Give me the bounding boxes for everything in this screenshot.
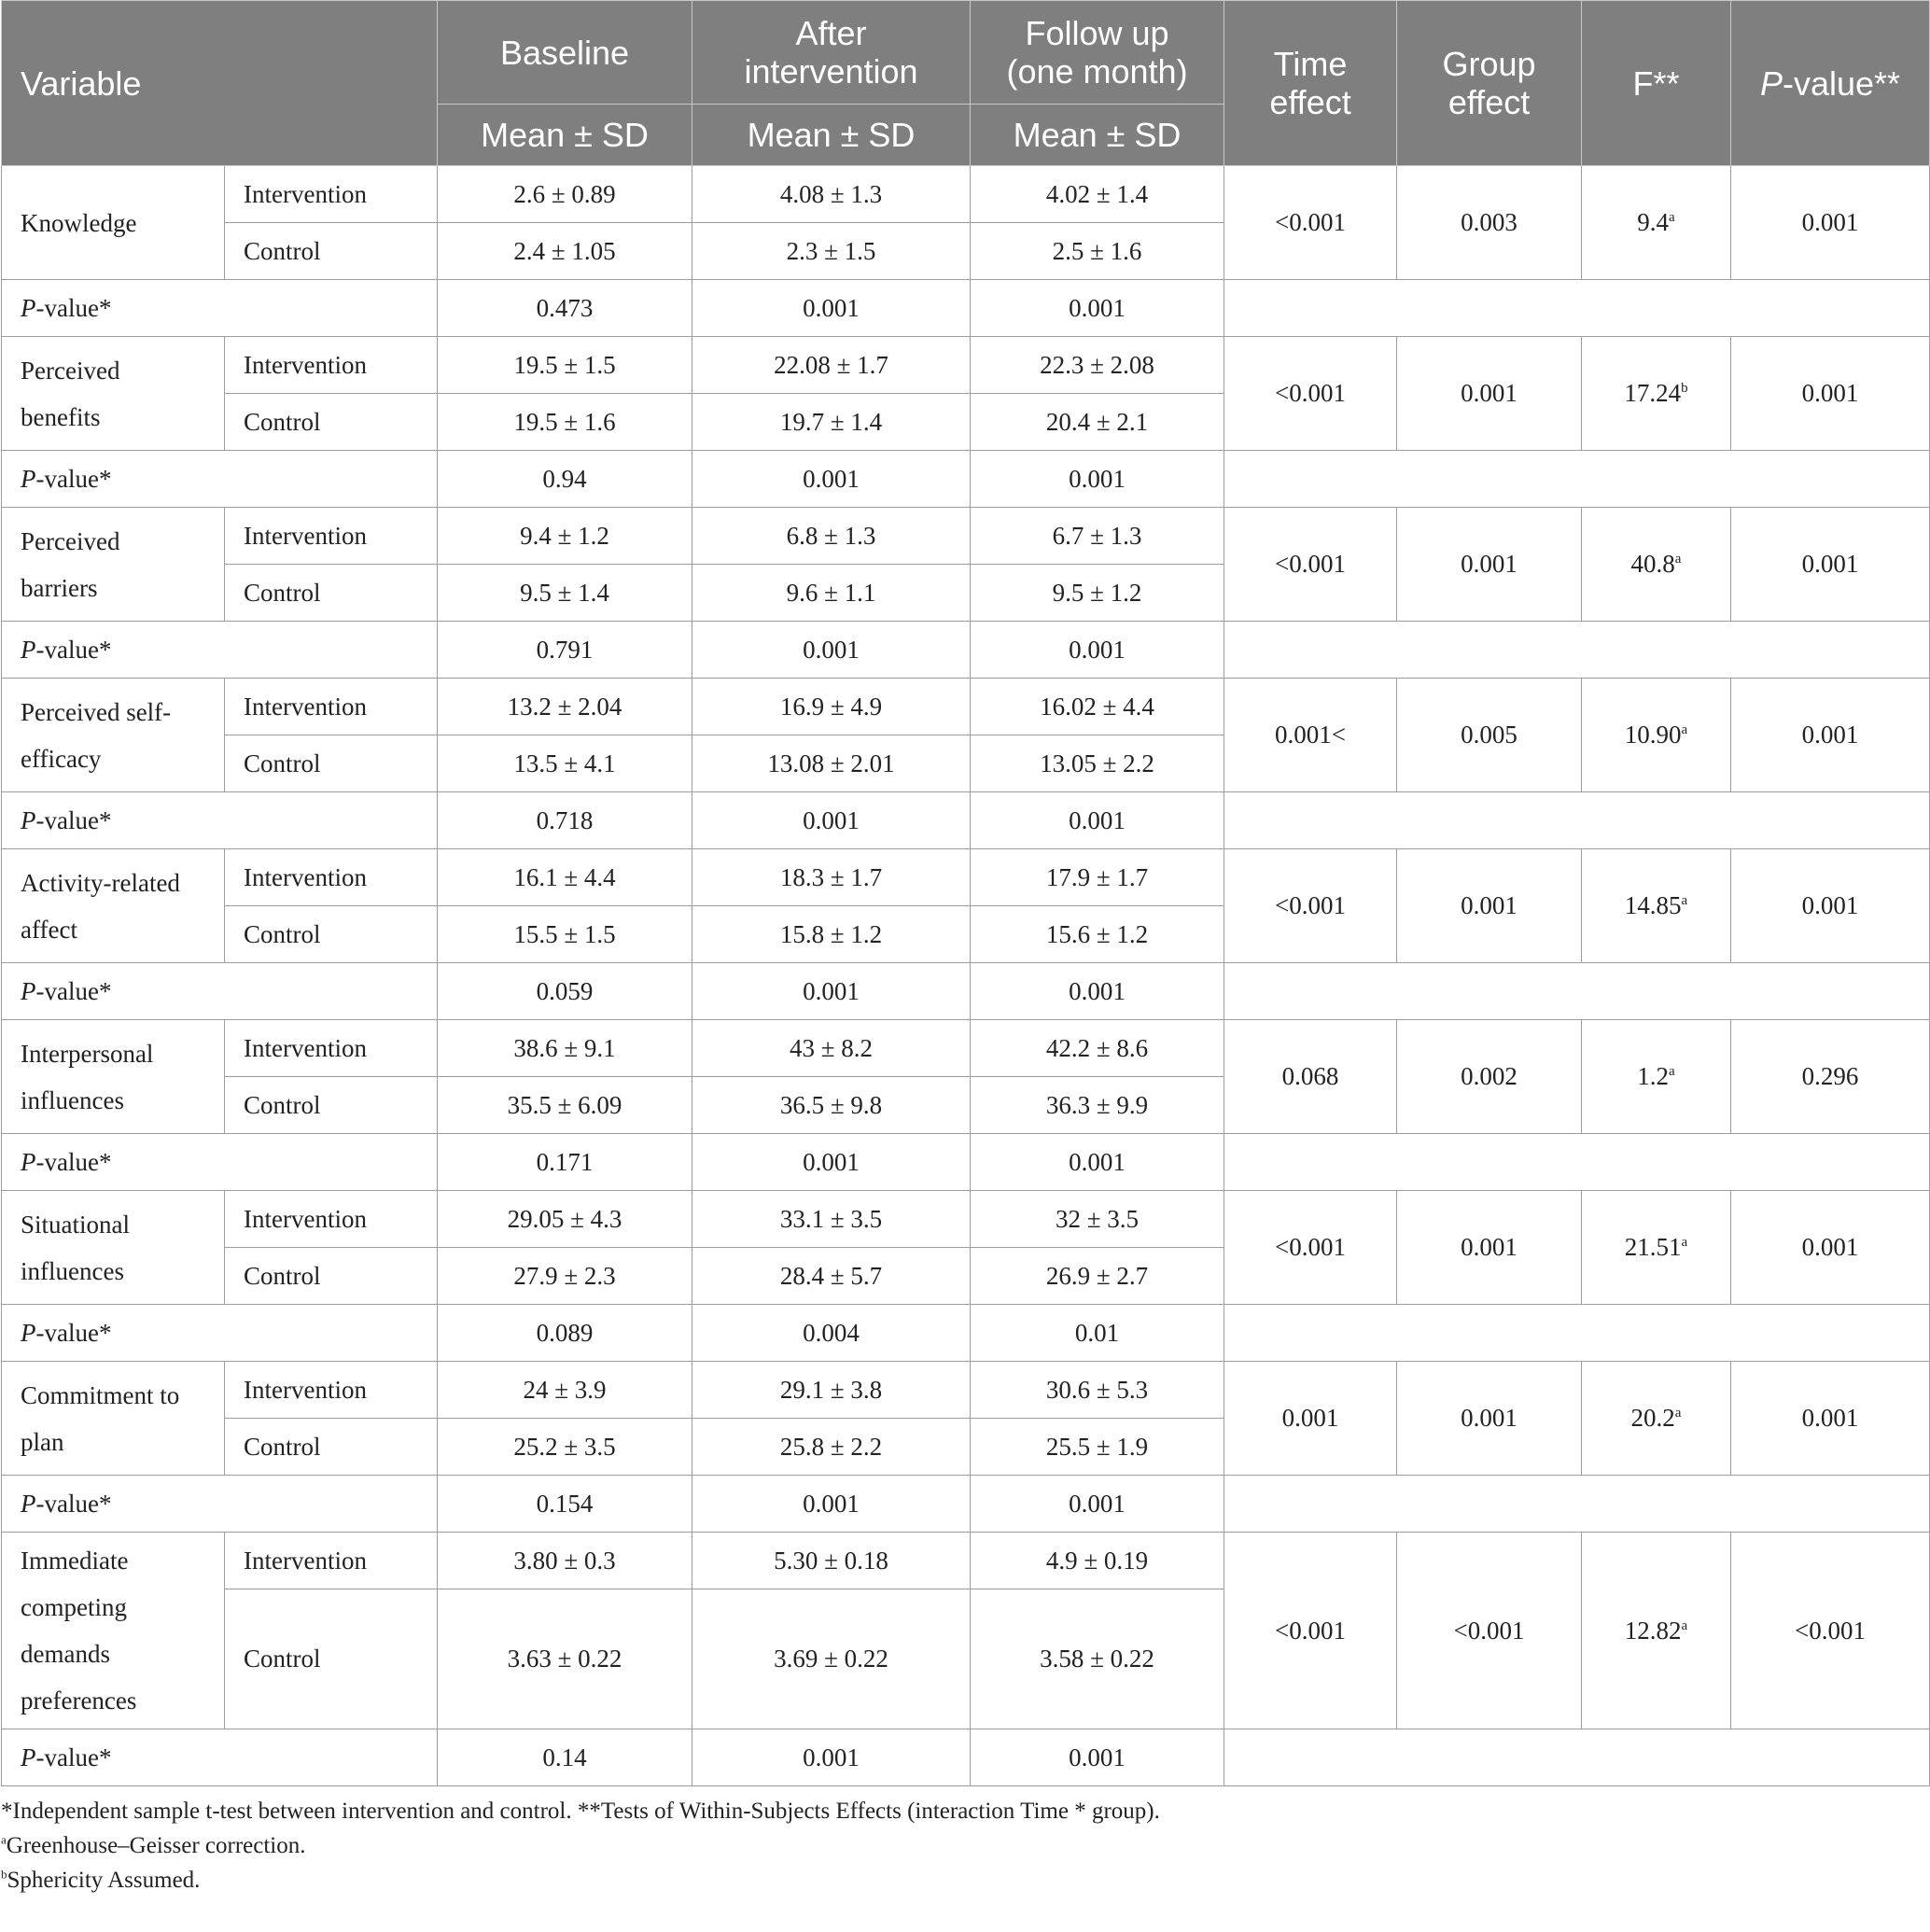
p-value: 0.001 <box>692 451 971 508</box>
group-intervention: Intervention <box>225 1533 438 1589</box>
f-value <box>1582 679 1731 792</box>
control-value: 15.8 ± 1.2 <box>692 906 971 963</box>
intervention-value: 5.30 ± 0.18 <box>692 1533 971 1589</box>
variable-name-line: Commitment to <box>21 1380 180 1409</box>
p-value: 0.94 <box>438 451 692 508</box>
p-value: 0.059 <box>438 963 692 1020</box>
empty-cell <box>1224 963 1930 1020</box>
header-time-line2: effect <box>1269 83 1351 121</box>
f-number: 21.51 <box>1624 1233 1682 1261</box>
control-value: 36.3 ± 9.9 <box>971 1077 1224 1134</box>
header-group-effect <box>1397 1 1582 166</box>
interaction-p-value: 0.001 <box>1731 679 1930 792</box>
p-italic: P <box>21 1318 36 1347</box>
f-superscript: b <box>1681 381 1688 396</box>
variable-name <box>2 1020 225 1134</box>
p-italic: P <box>21 1147 36 1176</box>
group-control: Control <box>225 223 438 280</box>
table-row <box>2 1020 1930 1077</box>
p-rest: -value* <box>35 293 112 322</box>
variable-name <box>2 1191 225 1305</box>
intervention-value: 18.3 ± 1.7 <box>692 849 971 906</box>
variable-name <box>2 679 225 792</box>
p-value: 0.001 <box>692 280 971 337</box>
header-time-line1: Time <box>1273 45 1348 83</box>
control-value: 13.05 ± 2.2 <box>971 735 1224 792</box>
p-value: 0.14 <box>438 1729 692 1786</box>
group-effect: 0.001 <box>1397 849 1582 963</box>
p-value-label <box>2 1729 438 1786</box>
intervention-value: 24 ± 3.9 <box>438 1362 692 1419</box>
p-italic: P <box>21 635 36 664</box>
intervention-value: 17.9 ± 1.7 <box>971 849 1224 906</box>
group-intervention: Intervention <box>225 1191 438 1248</box>
group-control: Control <box>225 394 438 451</box>
intervention-value: 43 ± 8.2 <box>692 1020 971 1077</box>
empty-cell <box>1224 1476 1930 1533</box>
table-row <box>2 679 1930 735</box>
variable-name <box>2 849 225 963</box>
control-value: 25.2 ± 3.5 <box>438 1419 692 1476</box>
intervention-value: 3.80 ± 0.3 <box>438 1533 692 1589</box>
table-row-pvalue <box>2 622 1930 679</box>
time-effect: 0.068 <box>1224 1020 1397 1134</box>
header-after-intervention <box>692 1 971 105</box>
table-row-pvalue <box>2 1134 1930 1191</box>
variable-name-line: benefits <box>21 402 101 431</box>
time-effect: 0.001 <box>1224 1362 1397 1476</box>
header-group-line2: effect <box>1448 83 1531 121</box>
variable-name-line: demands <box>21 1640 110 1668</box>
p-value-label <box>2 1134 438 1191</box>
table-row-pvalue <box>2 451 1930 508</box>
variable-name-line: plan <box>21 1427 64 1456</box>
interaction-p-value: 0.001 <box>1731 1191 1930 1305</box>
intervention-value: 6.7 ± 1.3 <box>971 508 1224 565</box>
table-row <box>2 508 1930 565</box>
group-control: Control <box>225 906 438 963</box>
p-value: 0.01 <box>971 1305 1224 1362</box>
p-value-label <box>2 1305 438 1362</box>
intervention-value: 22.08 ± 1.7 <box>692 337 971 394</box>
control-value: 9.5 ± 1.2 <box>971 565 1224 622</box>
f-number: 1.2 <box>1637 1062 1670 1090</box>
p-value: 0.001 <box>971 1476 1224 1533</box>
intervention-value: 42.2 ± 8.6 <box>971 1020 1224 1077</box>
footnote-2-text: Greenhouse–Geisser correction. <box>6 1833 306 1858</box>
variable-name-line: Perceived self- <box>21 697 172 726</box>
variable-name <box>2 508 225 622</box>
intervention-value: 22.3 ± 2.08 <box>971 337 1224 394</box>
p-value: 0.001 <box>971 1134 1224 1191</box>
intervention-value: 9.4 ± 1.2 <box>438 508 692 565</box>
p-value: 0.001 <box>692 963 971 1020</box>
table-row <box>2 337 1930 394</box>
p-value: 0.791 <box>438 622 692 679</box>
control-value: 3.69 ± 0.22 <box>692 1589 971 1729</box>
p-rest: -value* <box>35 805 112 834</box>
control-value: 2.3 ± 1.5 <box>692 223 971 280</box>
p-rest: -value* <box>35 976 112 1005</box>
footnote-3-marker: b <box>1 1867 7 1882</box>
table-row-pvalue <box>2 280 1930 337</box>
variable-name <box>2 1533 225 1729</box>
f-superscript: a <box>1669 210 1675 225</box>
time-effect: <0.001 <box>1224 337 1397 451</box>
variable-name-line: Perceived <box>21 356 120 385</box>
table-row-pvalue <box>2 963 1930 1020</box>
control-value: 15.6 ± 1.2 <box>971 906 1224 963</box>
group-intervention: Intervention <box>225 166 438 223</box>
interaction-p-value: 0.296 <box>1731 1020 1930 1134</box>
footnotes <box>1 1794 1930 1897</box>
interaction-p-value: 0.001 <box>1731 166 1930 280</box>
p-italic: P <box>21 464 36 493</box>
header-baseline-label: Baseline <box>499 33 630 72</box>
footnote-3 <box>1 1863 1930 1897</box>
control-value: 13.5 ± 4.1 <box>438 735 692 792</box>
header-after-line2: intervention <box>744 52 918 91</box>
f-value <box>1582 508 1731 622</box>
group-intervention: Intervention <box>225 337 438 394</box>
header-mean-sd-follow <box>971 105 1224 166</box>
intervention-value: 6.8 ± 1.3 <box>692 508 971 565</box>
intervention-value: 33.1 ± 3.5 <box>692 1191 971 1248</box>
mean-sd-label: Mean ± SD <box>1013 116 1182 154</box>
p-value: 0.001 <box>971 1729 1224 1786</box>
control-value: 15.5 ± 1.5 <box>438 906 692 963</box>
interaction-p-value: 0.001 <box>1731 337 1930 451</box>
control-value: 9.5 ± 1.4 <box>438 565 692 622</box>
group-control: Control <box>225 1248 438 1305</box>
group-intervention: Intervention <box>225 1020 438 1077</box>
empty-cell <box>1224 1134 1930 1191</box>
p-value-label <box>2 792 438 849</box>
control-value: 2.4 ± 1.05 <box>438 223 692 280</box>
control-value: 25.5 ± 1.9 <box>971 1419 1224 1476</box>
time-effect: <0.001 <box>1224 166 1397 280</box>
intervention-value: 19.5 ± 1.5 <box>438 337 692 394</box>
header-mean-sd-baseline <box>438 105 692 166</box>
p-value-label <box>2 451 438 508</box>
f-value <box>1582 849 1731 963</box>
control-value: 35.5 ± 6.09 <box>438 1077 692 1134</box>
variable-name-line: Interpersonal <box>21 1039 154 1068</box>
group-control: Control <box>225 735 438 792</box>
p-value-label <box>2 1476 438 1533</box>
variable-name-line: Perceived <box>21 526 120 555</box>
control-value: 19.7 ± 1.4 <box>692 394 971 451</box>
group-effect: 0.005 <box>1397 679 1582 792</box>
intervention-value: 4.9 ± 0.19 <box>971 1533 1224 1589</box>
variable-name-line: affect <box>21 915 77 944</box>
header-after-line1: After <box>795 14 867 52</box>
p-value: 0.001 <box>692 622 971 679</box>
footnote-2 <box>1 1828 1930 1863</box>
control-value: 36.5 ± 9.8 <box>692 1077 971 1134</box>
results-table <box>1 0 1930 1786</box>
intervention-value: 38.6 ± 9.1 <box>438 1020 692 1077</box>
intervention-value: 4.08 ± 1.3 <box>692 166 971 223</box>
p-value: 0.001 <box>971 792 1224 849</box>
p-value-label <box>2 622 438 679</box>
group-control: Control <box>225 1077 438 1134</box>
f-superscript: a <box>1681 1617 1688 1633</box>
footnote-2-marker: a <box>1 1832 7 1847</box>
group-effect: 0.003 <box>1397 166 1582 280</box>
f-value <box>1582 1191 1731 1305</box>
control-value: 27.9 ± 2.3 <box>438 1248 692 1305</box>
f-superscript: a <box>1681 1235 1688 1250</box>
f-value <box>1582 337 1731 451</box>
p-value: 0.171 <box>438 1134 692 1191</box>
f-value <box>1582 1020 1731 1134</box>
f-number: 10.90 <box>1624 721 1682 749</box>
time-effect: <0.001 <box>1224 508 1397 622</box>
p-italic: P <box>21 805 36 834</box>
header-p-rest: -value** <box>1782 63 1901 103</box>
group-effect: 0.001 <box>1397 508 1582 622</box>
footnote-3-text: Sphericity Assumed. <box>7 1868 201 1893</box>
intervention-value: 29.05 ± 4.3 <box>438 1191 692 1248</box>
group-effect: 0.001 <box>1397 337 1582 451</box>
variable-name-line: Situational <box>21 1210 130 1239</box>
p-value: 0.001 <box>692 792 971 849</box>
intervention-value: 16.9 ± 4.9 <box>692 679 971 735</box>
f-number: 14.85 <box>1624 891 1682 919</box>
interaction-p-value: <0.001 <box>1731 1533 1930 1729</box>
empty-cell <box>1224 1305 1930 1362</box>
p-italic: P <box>21 976 36 1005</box>
table-body <box>2 166 1930 1786</box>
control-value: 9.6 ± 1.1 <box>692 565 971 622</box>
p-value-label <box>2 963 438 1020</box>
header-baseline <box>438 1 692 105</box>
empty-cell <box>1224 792 1930 849</box>
group-effect: 0.002 <box>1397 1020 1582 1134</box>
variable-name-line: Activity-related <box>21 868 180 897</box>
control-value: 3.58 ± 0.22 <box>971 1589 1224 1729</box>
p-value: 0.001 <box>971 963 1224 1020</box>
header-variable <box>2 1 438 166</box>
group-intervention: Intervention <box>225 679 438 735</box>
control-value: 13.08 ± 2.01 <box>692 735 971 792</box>
table-row-pvalue <box>2 1729 1930 1786</box>
empty-cell <box>1224 622 1930 679</box>
header-time-effect <box>1224 1 1397 166</box>
f-value <box>1582 166 1731 280</box>
mean-sd-label: Mean ± SD <box>747 116 916 154</box>
empty-cell <box>1224 451 1930 508</box>
p-rest: -value* <box>35 464 112 493</box>
header-p-value <box>1731 1 1930 166</box>
p-value: 0.154 <box>438 1476 692 1533</box>
p-value: 0.089 <box>438 1305 692 1362</box>
interaction-p-value: 0.001 <box>1731 1362 1930 1476</box>
table-row <box>2 166 1930 223</box>
f-superscript: a <box>1681 893 1688 908</box>
f-number: 9.4 <box>1637 208 1670 236</box>
p-value: 0.001 <box>692 1134 971 1191</box>
group-effect: 0.001 <box>1397 1362 1582 1476</box>
f-superscript: a <box>1674 552 1682 567</box>
variable-name-line: preferences <box>21 1687 137 1715</box>
group-intervention: Intervention <box>225 1362 438 1419</box>
footnote-1: *Independent sample t-test between intervention and control. **Tests of Within-Subjects Effects (interaction Time * group). <box>1 1799 1160 1824</box>
p-rest: -value* <box>35 1743 112 1771</box>
variable-name <box>2 166 225 280</box>
table-row-pvalue <box>2 1476 1930 1533</box>
header-group-line1: Group <box>1442 45 1536 83</box>
interaction-p-value: 0.001 <box>1731 849 1930 963</box>
interaction-p-value: 0.001 <box>1731 508 1930 622</box>
table-header <box>2 1 1930 166</box>
time-effect: <0.001 <box>1224 1191 1397 1305</box>
group-effect: 0.001 <box>1397 1191 1582 1305</box>
table-row <box>2 849 1930 906</box>
intervention-value: 13.2 ± 2.04 <box>438 679 692 735</box>
variable-name <box>2 1362 225 1476</box>
table-row-pvalue <box>2 792 1930 849</box>
p-rest: -value* <box>35 635 112 664</box>
p-value: 0.473 <box>438 280 692 337</box>
p-value: 0.001 <box>692 1476 971 1533</box>
intervention-value: 32 ± 3.5 <box>971 1191 1224 1248</box>
group-intervention: Intervention <box>225 849 438 906</box>
header-f <box>1582 1 1731 166</box>
p-value: 0.001 <box>692 1729 971 1786</box>
variable-name-line: influences <box>21 1085 124 1114</box>
control-value: 19.5 ± 1.6 <box>438 394 692 451</box>
f-superscript: a <box>1681 722 1688 737</box>
group-control: Control <box>225 1589 438 1729</box>
intervention-value: 29.1 ± 3.8 <box>692 1362 971 1419</box>
time-effect: 0.001< <box>1224 679 1397 792</box>
time-effect: <0.001 <box>1224 849 1397 963</box>
f-superscript: a <box>1674 1406 1682 1421</box>
p-value: 0.001 <box>971 451 1224 508</box>
group-effect: <0.001 <box>1397 1533 1582 1729</box>
table-row <box>2 1533 1930 1589</box>
control-value: 2.5 ± 1.6 <box>971 223 1224 280</box>
f-number: 40.8 <box>1630 550 1675 578</box>
header-mean-sd-after <box>692 105 971 166</box>
header-follow-up <box>971 1 1224 105</box>
empty-cell <box>1224 280 1930 337</box>
p-italic: P <box>21 293 36 322</box>
control-value: 3.63 ± 0.22 <box>438 1589 692 1729</box>
p-value-label <box>2 280 438 337</box>
p-value: 0.001 <box>971 280 1224 337</box>
f-value <box>1582 1362 1731 1476</box>
p-value: 0.004 <box>692 1305 971 1362</box>
group-control: Control <box>225 565 438 622</box>
header-p-italic: P <box>1759 63 1783 103</box>
variable-name-line: Knowledge <box>21 208 137 237</box>
f-number: 12.82 <box>1624 1616 1682 1645</box>
header-variable-label: Variable <box>21 63 142 103</box>
f-superscript: a <box>1669 1064 1675 1079</box>
variable-name-line: influences <box>21 1256 124 1285</box>
p-value: 0.001 <box>971 622 1224 679</box>
header-f-label: F** <box>1632 63 1680 103</box>
intervention-value: 4.02 ± 1.4 <box>971 166 1224 223</box>
control-value: 26.9 ± 2.7 <box>971 1248 1224 1305</box>
variable-name <box>2 337 225 451</box>
mean-sd-label: Mean ± SD <box>481 116 649 154</box>
intervention-value: 16.02 ± 4.4 <box>971 679 1224 735</box>
header-follow-line2: (one month) <box>1006 52 1188 91</box>
p-rest: -value* <box>35 1318 112 1347</box>
table-row <box>2 1191 1930 1248</box>
f-value <box>1582 1533 1731 1729</box>
empty-cell <box>1224 1729 1930 1786</box>
time-effect: <0.001 <box>1224 1533 1397 1729</box>
group-intervention: Intervention <box>225 508 438 565</box>
p-italic: P <box>21 1743 36 1771</box>
group-control: Control <box>225 1419 438 1476</box>
intervention-value: 16.1 ± 4.4 <box>438 849 692 906</box>
f-number: 17.24 <box>1624 379 1682 407</box>
table-row-pvalue <box>2 1305 1930 1362</box>
f-number: 20.2 <box>1630 1404 1675 1432</box>
p-value: 0.718 <box>438 792 692 849</box>
variable-name-line: barriers <box>21 573 98 602</box>
variable-name-line: competing <box>21 1593 127 1621</box>
p-rest: -value* <box>35 1489 112 1518</box>
variable-name-line: Immediate <box>21 1547 129 1575</box>
variable-name-line: efficacy <box>21 744 102 773</box>
control-value: 20.4 ± 2.1 <box>971 394 1224 451</box>
control-value: 25.8 ± 2.2 <box>692 1419 971 1476</box>
intervention-value: 30.6 ± 5.3 <box>971 1362 1224 1419</box>
control-value: 28.4 ± 5.7 <box>692 1248 971 1305</box>
p-rest: -value* <box>35 1147 112 1176</box>
p-italic: P <box>21 1489 36 1518</box>
table-row <box>2 1362 1930 1419</box>
header-follow-line1: Follow up <box>1025 14 1169 52</box>
intervention-value: 2.6 ± 0.89 <box>438 166 692 223</box>
